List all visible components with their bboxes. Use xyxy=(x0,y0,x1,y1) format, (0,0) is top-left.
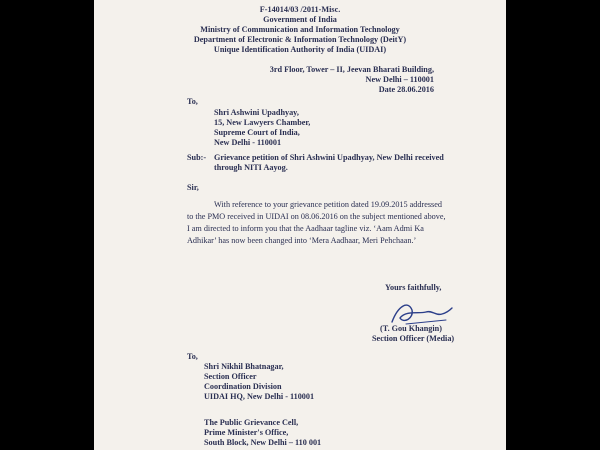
signatory-title: Section Officer (Media) xyxy=(372,334,455,343)
salutation: Sir, xyxy=(187,183,199,192)
header-line: Department of Electronic & Information Technology (DeitY) xyxy=(193,35,407,44)
body-line: to the PMO received in UIDAI on 08.06.2016 on the subject mentioned above, xyxy=(187,212,446,221)
cc2-line: Prime Minister's Office, xyxy=(204,428,289,437)
recipient-line: New Delhi - 110001 xyxy=(214,138,282,147)
reference-number: F-14014/03 /2011-Misc. xyxy=(259,5,341,14)
signatory-name: (T. Gou Khangin) xyxy=(380,324,442,333)
cc2-line: The Public Grievance Cell, xyxy=(204,418,299,427)
header-line: Government of India xyxy=(263,15,337,24)
office-address-line: 3rd Floor, Tower – II, Jeevan Bharati Building, xyxy=(269,65,434,74)
recipient-line: Shri Ashwini Upadhyay, xyxy=(214,108,299,117)
office-address-line: New Delhi – 110001 xyxy=(365,75,434,84)
body-line: With reference to your grievance petition dated 19.09.2015 addressed xyxy=(214,200,442,209)
body-line: Adhikar’ has now been changed into ‘Mera Aadhaar, Meri Pehchaan.’ xyxy=(187,236,417,245)
cc1-line: Shri Nikhil Bhatnagar, xyxy=(204,362,284,371)
cc1-line: Coordination Division xyxy=(204,382,282,391)
to-label: To, xyxy=(187,97,198,106)
recipient-line: Supreme Court of India, xyxy=(214,128,300,137)
cc1-line: Section Officer xyxy=(204,372,257,381)
closing-text: Yours faithfully, xyxy=(385,283,442,292)
cc2-line: South Block, New Delhi – 110 001 xyxy=(204,438,322,447)
letter-date: Date 28.06.2016 xyxy=(378,85,434,94)
recipient-line: 15, New Lawyers Chamber, xyxy=(214,118,311,127)
letter-page xyxy=(94,0,506,450)
header-line: Ministry of Communication and Information Technology xyxy=(200,25,400,34)
subject-line: through NITI Aayog. xyxy=(214,163,288,172)
subject-line: Grievance petition of Shri Ashwini Upadhyay, New Delhi received xyxy=(214,153,444,162)
cc-to-label: To, xyxy=(187,352,198,361)
cc1-line: UIDAI HQ, New Delhi - 110001 xyxy=(204,392,315,401)
subject-label: Sub:- xyxy=(187,153,207,162)
header-line: Unique Identification Authority of India (UIDAI) xyxy=(213,45,387,54)
body-line: I am directed to inform you that the Aadhaar tagline viz. ‘Aam Admi Ka xyxy=(187,224,424,233)
